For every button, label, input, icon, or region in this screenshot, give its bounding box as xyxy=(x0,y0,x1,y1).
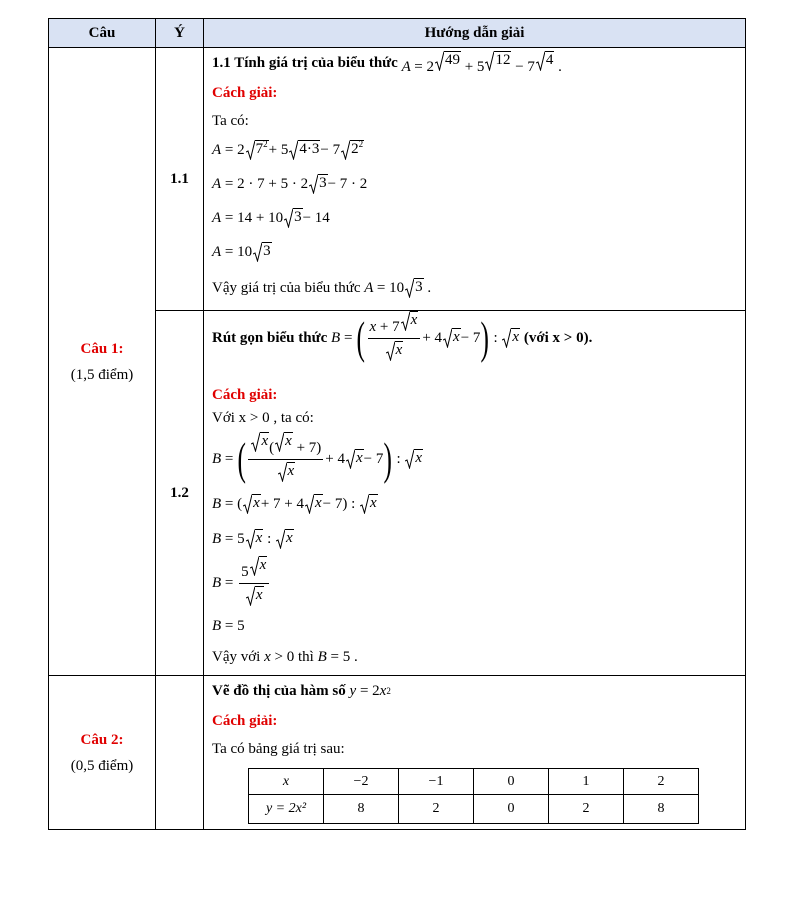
question-2-solution xyxy=(204,676,746,830)
conclusion-1-1: Vậy giá trị của biểu thức A = 10 3 . xyxy=(212,269,737,307)
expr-a-definition: A = 2 49 + 5 12 − 7 4 . xyxy=(401,51,562,75)
value-table-y-label: y = 2x² xyxy=(249,795,324,824)
conclusion-1-2: Vậy với x > 0 thì B = 5 . xyxy=(212,648,358,665)
question-1-cell xyxy=(49,48,156,676)
value-table-y-row xyxy=(249,795,699,824)
question-2-part-cell xyxy=(156,676,204,830)
part-1-2-number: 1.2 xyxy=(156,311,204,676)
step-1-1-a: A = 2 $7^2$ + 5 4·3 − 7 $2^2$ xyxy=(212,133,737,167)
value-table-x-cell: 0 xyxy=(474,769,549,795)
task-2: Vẽ đồ thị của hàm số y = 2 x 2 xyxy=(212,682,391,699)
value-table-y-cell: 8 xyxy=(324,795,399,824)
value-table-x-cell: 2 xyxy=(624,769,699,795)
value-table-y-cell: 8 xyxy=(624,795,699,824)
step-1-2-b: B = ( x + 7 + 4 x − 7) : x xyxy=(212,486,737,522)
header-y: Ý xyxy=(156,19,204,48)
value-table-y-cell: 0 xyxy=(474,795,549,824)
question-2-points: (0,5 điểm) xyxy=(70,757,134,774)
value-table-y-cell: 2 xyxy=(549,795,624,824)
question-2-cell xyxy=(49,676,156,830)
value-table-x-cell: −2 xyxy=(324,769,399,795)
step-1-1-c: A = 14 + 10 3 − 14 xyxy=(212,201,737,235)
value-table-x-label: x xyxy=(249,769,324,795)
task-1-1-text: 1.1 Tính giá trị của biểu thức xyxy=(212,54,398,71)
method-label-1-1: Cách giải: xyxy=(212,84,278,101)
task-1-2-condition: (với x > 0). xyxy=(523,329,593,346)
question-1-points: (1,5 điểm) xyxy=(70,366,134,383)
intro-1-1: Ta có: xyxy=(212,112,249,129)
conclusion-1-2-text-b: thì xyxy=(297,648,314,665)
value-table-y-cell: 2 xyxy=(399,795,474,824)
step-1-2-a: B = ( x ( x + 7) x + 4 x − 7 ) : x xyxy=(212,432,423,484)
row-2 xyxy=(49,676,746,830)
step-1-2-d: B = 5 x x xyxy=(212,556,737,610)
task-1-2-text: Rút gọn biểu thức xyxy=(212,329,328,346)
method-label-1-2: Cách giải: xyxy=(212,387,278,403)
part-1-2-solution xyxy=(204,311,746,676)
step-1-2-c: B = 5 x : x xyxy=(212,522,737,556)
method-label-2: Cách giải: xyxy=(212,712,278,729)
task-1-2: Rút gọn biểu thức B = ( x + 7 x x + 4 x − 7 ) : x (với x > 0). xyxy=(212,311,593,363)
intro-2: Ta có bảng giá trị sau: xyxy=(212,740,345,757)
task-2-text: Vẽ đồ thị của hàm số xyxy=(212,682,346,699)
conclusion-1-1-text: Vậy giá trị của biểu thức xyxy=(212,279,361,296)
task-1-1 xyxy=(212,49,737,77)
intro-1-2: Với x > 0 , ta có: xyxy=(212,409,314,426)
header-row xyxy=(49,19,746,48)
conclusion-1-2-text-a: Vậy với xyxy=(212,648,261,665)
part-1-1-number: 1.1 xyxy=(156,48,204,311)
row-1-1 xyxy=(49,48,746,311)
value-table-x-cell: −1 xyxy=(399,769,474,795)
part-1-1-solution xyxy=(204,48,746,311)
header-cau: Câu xyxy=(49,19,156,48)
value-table xyxy=(248,768,699,824)
header-guide: Hướng dẫn giải xyxy=(204,19,746,48)
step-1-1-b: A = 2 · 7 + 5 · 2 3 − 7 · 2 xyxy=(212,167,737,201)
question-1-label: Câu 1: xyxy=(80,340,124,357)
question-2-label: Câu 2: xyxy=(80,731,124,748)
value-table-x-cell: 1 xyxy=(549,769,624,795)
step-1-1-d: A = 10 3 xyxy=(212,235,737,269)
value-table-x-row xyxy=(249,769,699,795)
step-1-2-e: B = 5 xyxy=(212,617,245,634)
solution-table xyxy=(48,18,746,830)
